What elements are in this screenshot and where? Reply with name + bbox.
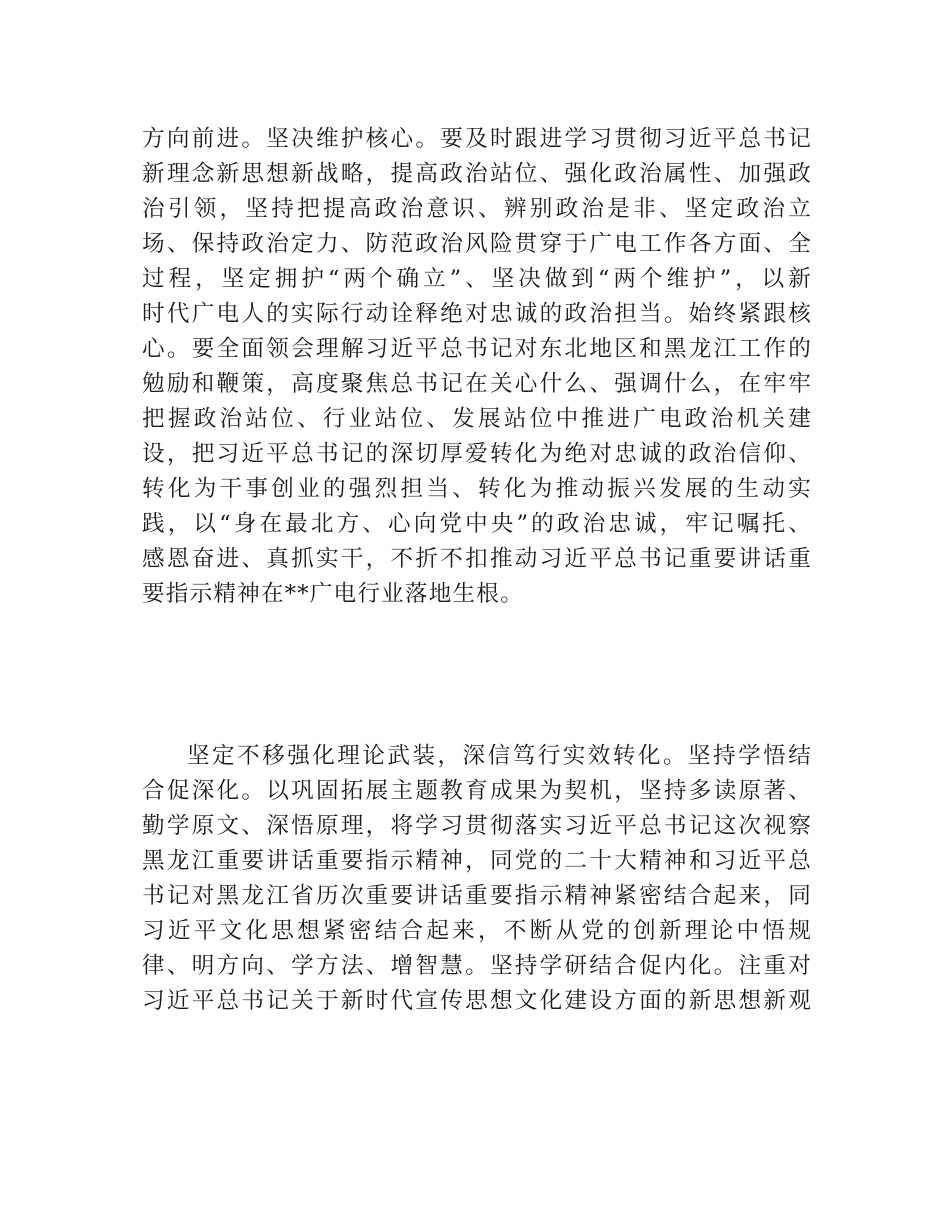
text-line: 习近平文化思想紧密结合起来，不断从党的创新理论中悟规 (142, 918, 812, 944)
text-line: 坚定不移强化理论武装，深信笃行实效转化。坚持学悟结 (187, 743, 812, 769)
text-line: 要指示精神在**广电行业落地生根。 (142, 581, 524, 607)
text-line: 场、保持政治定力、防范政治风险贯穿于广电工作各方面、全 (142, 231, 812, 257)
text-line: 感恩奋进、真抓实干，不折不扣推动习近平总书记重要讲话重 (142, 546, 812, 572)
text-line: 勤学原文、深悟原理，将学习贯彻落实习近平总书记这次视察 (142, 813, 812, 839)
text-line: 把握政治站位、行业站位、发展站位中推进广电政治机关建 (142, 406, 812, 432)
paragraph (142, 122, 812, 612)
text-line: 践，以“身在最北方、心向党中央”的政治忠诚，牢记嘱托、 (142, 511, 812, 537)
text-line: 合促深化。以巩固拓展主题教育成果为契机，坚持多读原著、 (142, 778, 812, 804)
text-line: 黑龙江重要讲话重要指示精神，同党的二十大精神和习近平总 (142, 848, 812, 874)
text-line: 勉励和鞭策，高度聚焦总书记在关心什么、强调什么，在牢牢 (142, 371, 812, 397)
text-line: 治引领，坚持把提高政治意识、辨别政治是非、坚定政治立 (142, 196, 812, 222)
text-line: 时代广电人的实际行动诠释绝对忠诚的政治担当。始终紧跟核 (142, 301, 812, 327)
paragraph (142, 739, 812, 1019)
text-line: 转化为干事创业的强烈担当、转化为推动振兴发展的生动实 (142, 476, 812, 502)
text-line: 设，把习近平总书记的深切厚爱转化为绝对忠诚的政治信仰、 (142, 441, 812, 467)
text-line: 新理念新思想新战略，提高政治站位、强化政治属性、加强政 (142, 161, 812, 187)
text-line: 心。要全面领会理解习近平总书记对东北地区和黑龙江工作的 (142, 336, 812, 362)
text-line: 律、明方向、学方法、增智慧。坚持学研结合促内化。注重对 (142, 953, 812, 979)
text-line: 方向前进。坚决维护核心。要及时跟进学习贯彻习近平总书记 (142, 126, 812, 152)
text-line: 过程，坚定拥护“两个确立”、坚决做到“两个维护”，以新 (142, 266, 812, 292)
text-line: 书记对黑龙江省历次重要讲话重要指示精神紧密结合起来，同 (142, 883, 812, 909)
text-line: 习近平总书记关于新时代宣传思想文化建设方面的新思想新观 (142, 988, 812, 1014)
